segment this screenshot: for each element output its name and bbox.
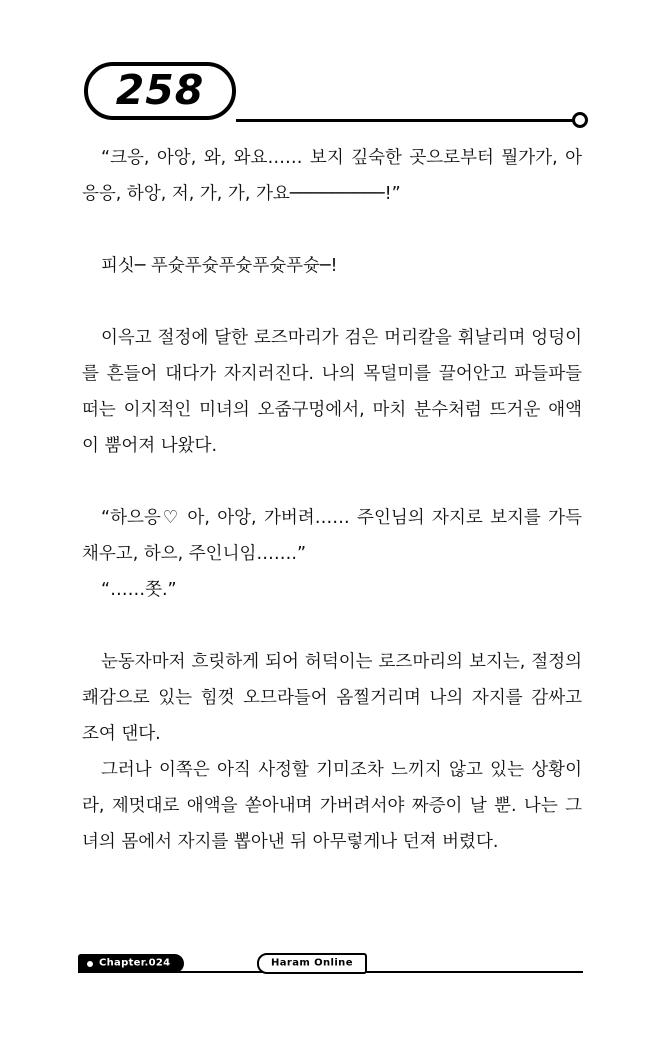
footer-chapter-badge xyxy=(78,954,184,973)
paragraph: 피싯─ 푸슛푸슛푸슛푸슛푸슛─! xyxy=(101,256,338,276)
page-number: 258 xyxy=(115,65,205,114)
paragraph-spacer xyxy=(82,212,582,248)
paragraph: 이윽고 절정에 달한 로즈마리가 검은 머리칼을 휘날리며 엉덩이를 흔들어 대다가 자지러진다. 나의 목덜미를 끌어안고 파들파들 떠는 이지적인 미녀의 오줌구멍에서, 마치 분수처럼 뜨거운 애액이 뿜어져 나왔다. xyxy=(82,328,582,456)
paragraph: 그러나 이쪽은 아직 사정할 기미조차 느끼지 않고 있는 상황이라, 제멋대로 애액을 쏟아내며 가버려서야 짜증이 날 뿐. 나는 그녀의 몸에서 자지를 뽑아낸 뒤 아무렇게나 던져 버렸다. xyxy=(82,760,582,852)
footer-site-badge xyxy=(257,953,367,974)
paragraph: “……쫏.” xyxy=(101,580,177,600)
page-content xyxy=(82,140,582,860)
footer-chapter-label: Chapter.024 xyxy=(99,957,171,968)
header-rule xyxy=(236,119,578,122)
paragraph: 눈동자마저 흐릿하게 되어 허덕이는 로즈마리의 보지는, 절정의 쾌감으로 있는 힘껏 오므라들어 옴찔거리며 나의 자지를 감싸고 조여 댄다. xyxy=(82,652,582,744)
header-dot-icon xyxy=(572,112,588,128)
bullet-icon xyxy=(87,961,93,967)
paragraph: “크응, 아앙, 와, 와요…… 보지 깊숙한 곳으로부터 뭘가가, 아응응, 하앙, 저, 가, 가, 가요─────────!” xyxy=(82,148,582,204)
paragraph-spacer xyxy=(82,284,582,320)
paragraph-spacer xyxy=(82,608,582,644)
footer-site-label: Haram Online xyxy=(271,957,353,968)
paragraph-spacer xyxy=(82,464,582,500)
page-header xyxy=(0,62,661,134)
page-footer xyxy=(0,940,661,1050)
page-number-badge xyxy=(84,62,236,120)
paragraph: “하으응♡ 아, 아앙, 가버려…… 주인님의 자지로 보지를 가득 채우고, 하으, 주인니임…….” xyxy=(82,508,582,564)
